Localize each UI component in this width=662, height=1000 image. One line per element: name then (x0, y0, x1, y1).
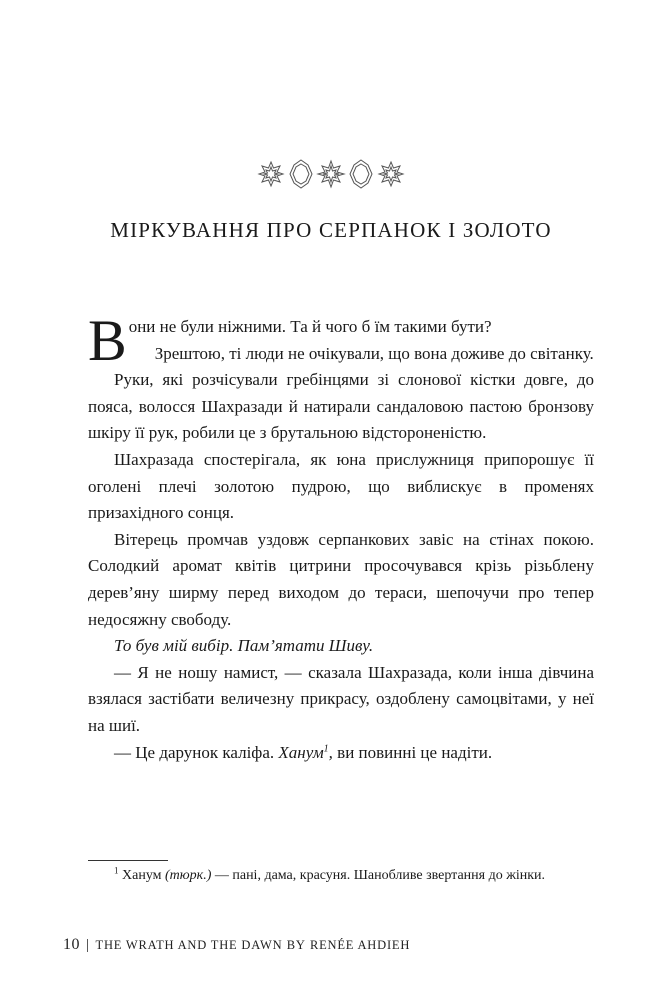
dialogue-1: — Я не ношу намист, — сказала Шахразада, коли інша дівчина взялася застібати величезну прикрасу, оздоблену самоцвітами, у неї на шиї. (88, 662, 594, 735)
drop-cap: В (88, 308, 127, 373)
paragraph-4: Шахразада спостерігала, як юна прислужниця припорошує її оголені плечі золотою пудрою, що виблискує в променях призахідного сонця. (88, 449, 594, 523)
chapter-title: МІРКУВАННЯ ПРО СЕРПАНОК І ЗОЛОТО (110, 218, 552, 242)
page-number: 10 (63, 936, 80, 953)
body-text (88, 308, 594, 766)
author-name: RENÉE AHDIEH (309, 938, 411, 952)
footnote-divider (88, 860, 168, 861)
paragraph-2: Зрештою, ті люди не очікували, що вона доживе до світанку. (154, 343, 594, 363)
footer-by: BY (286, 938, 306, 952)
paragraph-1: Вони не були ніжними. Та й чого б їм такими бути? (88, 308, 492, 373)
italic-thought: То був мій вибір. Пам’ятати Шиву. (114, 636, 374, 656)
footer-separator: | (86, 937, 90, 953)
star-ornament-icon (256, 154, 406, 194)
paragraph-5: Вітерець промчав уздовж серпанкових завіс на стінах покою. Солодкий аромат квітів цитрини просочувався крізь різьблену дерев’яну ширму перед виходом до тераси, шепочучи про тепер недосяжну свободу. (88, 529, 594, 629)
footnote-marker: 1 (114, 865, 119, 876)
running-footer (63, 936, 623, 954)
dialogue-2: — Це дарунок каліфа. Ханум$^1$, ви повинні це надіти. (114, 742, 493, 762)
footnote: $^1$ Ханум (тюрк.) — пані, дама, красуня. Шанобливе звертання до жінки. (114, 865, 546, 883)
book-title: THE WRATH AND THE DAWN (95, 938, 283, 952)
paragraph-3: Руки, які розчісували гребінцями зі слонової кістки довге, до пояса, волосся Шахразади й натирали сандаловою пастою бронзову шкіру її рук, робили це з брутальною відстороненістю. (88, 370, 594, 443)
chapter-ornament (0, 152, 662, 196)
footnote-ref[interactable]: 1 (323, 742, 329, 754)
